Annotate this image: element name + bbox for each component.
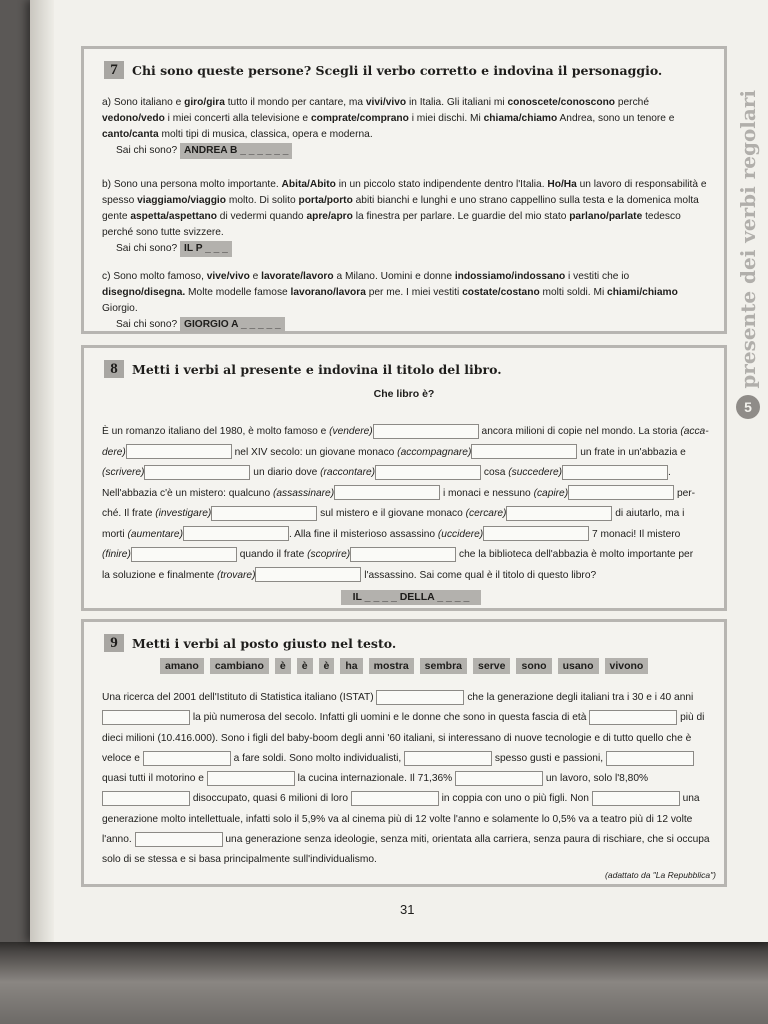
text-line <box>102 463 712 484</box>
fill-in-blank[interactable] <box>211 506 317 521</box>
exercise-8-header <box>104 360 502 378</box>
text-line <box>102 566 712 587</box>
fill-in-blank[interactable] <box>568 485 674 500</box>
text-run: ancora milioni di copie nel mondo. La storia <box>478 426 681 437</box>
exercise-title: Metti i verbi al presente e indovina il titolo del libro. <box>132 361 502 377</box>
text-run: i miei dischi. Mi <box>408 113 484 124</box>
item-text <box>102 179 706 238</box>
chapter-number-badge: 5 <box>736 395 760 419</box>
text-run: 7 monaci! Il mistero <box>589 528 681 540</box>
fill-in-blank[interactable] <box>562 465 668 480</box>
text-run: c) Sono molto famoso, <box>102 271 207 282</box>
text-run: molti soldi. Mi <box>539 287 608 298</box>
exercise-9-text <box>102 688 712 871</box>
text-run: Nell'abbazia c'è un mistero: qualcuno <box>102 487 273 499</box>
text-run: dieci milioni (10.416.000). Sono i figli del baby-boom degli anni '60 italiani, si interessano di nuove tecnologie e di tutto quello che è <box>102 732 692 744</box>
verb-choice[interactable]: comprate/comprano <box>310 113 409 124</box>
exercise-title: Chi sono queste persone? Scegli il verbo corretto e indovina il personaggio. <box>132 62 663 78</box>
fill-in-blank[interactable] <box>102 710 190 725</box>
verb-choice[interactable]: parlano/parlate <box>569 211 643 222</box>
text-run: spesso gusti e passioni, <box>492 752 606 764</box>
verb-choice[interactable]: vedono/vedo <box>102 113 165 124</box>
text-run: la finestra per parlare. Le guardie del mio stato <box>352 211 570 222</box>
exercise-8-text <box>102 422 712 586</box>
verb-choice[interactable]: lavorano/lavora <box>290 287 366 298</box>
text-run: morti <box>102 528 128 540</box>
text-run: i vestiti che io <box>565 271 630 282</box>
verb-hint: dere) <box>102 446 126 458</box>
verb-choice[interactable]: vivi/vivo <box>365 97 407 108</box>
text-line <box>102 850 712 870</box>
text-run: . Alla fine il misterioso assassino <box>288 528 438 540</box>
fill-in-blank[interactable] <box>350 547 456 562</box>
word-chip[interactable]: mostra <box>369 658 414 674</box>
word-chip[interactable]: ha <box>340 658 362 674</box>
fill-in-blank[interactable] <box>131 547 237 562</box>
exercise-number: 9 <box>104 634 124 652</box>
exercise-7-item-c <box>102 269 714 333</box>
fill-in-blank[interactable] <box>135 832 223 847</box>
text-run: quasi tutti il motorino e <box>102 773 207 785</box>
text-run: tedesco perché sono tutte svizzere. <box>102 211 681 238</box>
chapter-title: presente dei verbi regolari <box>736 90 760 389</box>
fill-in-blank[interactable] <box>483 526 589 541</box>
word-chip[interactable]: cambiano <box>210 658 269 674</box>
text-run: Una ricerca del 2001 dell'Istituto di Statistica italiano (ISTAT) <box>102 692 377 703</box>
text-run: di aiutarlo, ma i <box>612 508 685 519</box>
text-run: la soluzione e finalmente <box>102 569 217 581</box>
question-label: Sai chi sono? <box>116 319 178 330</box>
verb-hint: (scrivere) <box>102 467 145 478</box>
text-run: È un romanzo italiano del 1980, è molto famoso e <box>102 426 330 437</box>
chapter-side-tab <box>732 90 764 550</box>
text-run: di vedermi quando <box>216 211 307 222</box>
exercise-7-box <box>81 46 727 334</box>
fill-in-blank[interactable] <box>376 690 464 705</box>
answer-field[interactable]: GIORGIO A _ _ _ _ _ <box>180 317 285 333</box>
fill-in-blank[interactable] <box>144 465 250 480</box>
text-line <box>102 830 712 850</box>
text-run: veloce e <box>102 752 143 764</box>
page-number: 31 <box>400 902 415 917</box>
text-run: per me. I miei vestiti <box>365 287 463 298</box>
exercise-7-item-a <box>102 95 714 159</box>
exercise-9-box <box>81 619 727 887</box>
fill-in-blank[interactable] <box>334 485 440 500</box>
text-run: . <box>668 467 671 478</box>
source-credit: (adattato da "La Repubblica") <box>605 870 716 880</box>
text-run: in Italia. Gli italiani mi <box>406 97 508 108</box>
verb-choice[interactable]: lavorate/lavoro <box>261 271 334 282</box>
text-line <box>102 504 712 525</box>
verb-hint: (trovare) <box>216 569 256 581</box>
verb-choice[interactable]: porta/porto <box>298 195 353 206</box>
word-chip[interactable]: sembra <box>420 658 467 674</box>
text-line <box>102 443 712 464</box>
text-run: Giorgio. <box>102 303 138 314</box>
exercise-subtitle: Che libro è? <box>373 388 435 400</box>
text-run: che la biblioteca dell'abbazia è molto importante per <box>456 549 694 560</box>
question-label: Sai chi sono? <box>116 145 178 156</box>
fill-in-blank[interactable] <box>255 567 361 582</box>
verb-choice[interactable]: costate/costano <box>462 287 540 298</box>
verb-hint: (finire) <box>102 549 131 560</box>
text-run: cosa <box>481 467 509 478</box>
word-chip[interactable]: è <box>275 658 291 674</box>
fill-in-blank[interactable] <box>126 444 232 459</box>
text-run: generazione molto intellettuale, infatti solo il 5,9% va al cinema più di 12 volte l'anno e solamente lo 0,5% va a teatro più di 12 volte <box>102 813 693 825</box>
text-run: Molte modelle famose <box>185 287 291 298</box>
verb-choice[interactable]: Abita/Abito <box>281 179 336 190</box>
text-run: molti tipi di musica, classica, opera e moderna. <box>158 129 373 140</box>
text-run: nel XIV secolo: un giovane monaco <box>231 446 398 458</box>
text-line <box>102 484 712 505</box>
text-run: e <box>249 271 262 282</box>
book-title-answer[interactable]: IL _ _ _ _ DELLA _ _ _ _ <box>341 590 481 605</box>
text-line <box>102 525 712 546</box>
text-run: quando il frate <box>236 549 308 560</box>
verb-hint: (raccontare) <box>320 467 376 478</box>
text-run: tutto il mondo per cantare, ma <box>224 97 366 108</box>
text-run: a) Sono italiano e <box>102 97 185 108</box>
fill-in-blank[interactable] <box>506 506 612 521</box>
exercise-9-header <box>104 634 396 652</box>
text-run: un lavoro di responsabilità e spesso <box>102 179 707 206</box>
exercise-7-item-b <box>102 177 714 257</box>
text-run: sul mistero e il giovane monaco <box>317 508 466 519</box>
answer-field[interactable]: ANDREA B _ _ _ _ _ _ <box>180 143 292 159</box>
verb-choice[interactable]: giro/gira <box>184 97 225 108</box>
verb-hint: (aumentare) <box>127 528 183 540</box>
verb-choice[interactable]: apre/apro <box>306 211 353 222</box>
fill-in-blank[interactable] <box>375 465 481 480</box>
text-run: a Milano. Uomini e donne <box>333 271 455 282</box>
fill-in-blank[interactable] <box>207 771 295 786</box>
item-text <box>102 97 674 140</box>
text-line <box>102 769 712 789</box>
text-run: a fare soldi. Sono molto individualisti, <box>230 752 405 764</box>
question-label: Sai chi sono? <box>116 243 178 254</box>
word-chip[interactable]: è <box>319 658 335 674</box>
text-line <box>102 688 712 708</box>
fill-in-blank[interactable] <box>183 526 289 541</box>
text-run: ché. Il frate <box>102 508 156 519</box>
text-line <box>102 708 712 728</box>
verb-hint: (acca- <box>680 426 709 437</box>
verb-choice[interactable]: chiama/chiamo <box>483 113 558 124</box>
verb-hint: (vendere) <box>329 426 373 437</box>
verb-choice[interactable]: chiami/chiamo <box>607 287 678 298</box>
text-line <box>102 545 712 566</box>
word-chip[interactable]: amano <box>160 658 204 674</box>
word-chip[interactable]: è <box>297 658 313 674</box>
text-run: i miei concerti alla televisione e <box>164 113 311 124</box>
fill-in-blank[interactable] <box>471 444 577 459</box>
exercise-title: Metti i verbi al posto giusto nel testo. <box>132 635 397 651</box>
fill-in-blank[interactable] <box>373 424 479 439</box>
text-run: una generazione senza ideologie, senza miti, orientata alla carriera, senza paura di rischiare, che si occupa <box>222 834 710 846</box>
text-run: abiti bianchi e lunghi e uno strano cappellino sulla testa e la domenica molta gente <box>102 195 699 222</box>
background-surface <box>0 942 768 1024</box>
text-line <box>102 810 712 830</box>
answer-field[interactable]: IL P _ _ _ <box>180 241 232 257</box>
text-run: la più numerosa del secolo. Infatti gli uomini e le donne che sono in questa fascia di età <box>190 712 590 724</box>
text-line <box>102 422 712 443</box>
word-chip[interactable]: serve <box>473 658 510 674</box>
verb-hint: (capire) <box>533 487 569 499</box>
verb-choice[interactable]: viaggiamo/viaggio <box>137 195 226 206</box>
verb-choice[interactable]: canto/canta <box>102 129 159 140</box>
text-run: in un piccolo stato indipendente dentro l'Italia. <box>335 179 548 190</box>
text-line <box>102 729 712 749</box>
verb-choice[interactable]: Ho/Ha <box>547 179 577 190</box>
text-run: in coppia con uno o più figli. Non <box>438 793 592 805</box>
verb-hint: (scoprire) <box>307 549 351 560</box>
verb-hint: (investigare) <box>155 508 212 519</box>
exercise-8-box <box>81 345 727 611</box>
text-run: disoccupato, quasi 6 milioni di loro <box>190 793 351 805</box>
text-run: solo di se stessa e si basa principalmente sull'individualismo. <box>102 854 377 866</box>
text-run: molto. Di solito <box>226 195 299 206</box>
verb-choice[interactable]: disegno/disegna. <box>102 287 186 298</box>
text-run: un lavoro, solo l'8,80% <box>543 773 649 785</box>
verb-choice[interactable]: vive/vivo <box>206 271 250 282</box>
verb-hint: (accompagnare) <box>397 446 472 458</box>
verb-choice[interactable]: aspetta/aspettano <box>130 211 217 222</box>
text-run: più di <box>677 712 705 724</box>
text-line <box>102 749 712 769</box>
word-chip[interactable]: vivono <box>605 658 649 674</box>
text-run: un diario dove <box>250 467 321 478</box>
text-run: l'anno. <box>102 834 135 846</box>
word-chip[interactable]: usano <box>558 658 599 674</box>
text-run: i monaci e nessuno <box>440 487 534 499</box>
exercise-7-header <box>104 61 662 79</box>
fill-in-blank[interactable] <box>592 791 680 806</box>
text-run: per- <box>674 487 696 499</box>
word-bank <box>160 658 648 674</box>
text-run: una <box>679 793 700 805</box>
fill-in-blank[interactable] <box>143 751 231 766</box>
word-chip[interactable]: sono <box>516 658 551 674</box>
text-run: la cucina internazionale. Il 71,36% <box>294 773 456 785</box>
verb-hint: (assassinare) <box>272 487 335 499</box>
text-run: un frate in un'abbazia e <box>577 446 686 458</box>
verb-hint: (cercare) <box>465 508 507 519</box>
exercise-number: 7 <box>104 61 124 79</box>
page-fold-shadow <box>30 0 54 942</box>
text-run: Andrea, sono un tenore e <box>557 113 675 124</box>
exercise-number: 8 <box>104 360 124 378</box>
fill-in-blank[interactable] <box>404 751 492 766</box>
verb-choice[interactable]: conoscete/conoscono <box>507 97 616 108</box>
fill-in-blank[interactable] <box>589 710 677 725</box>
fill-in-blank[interactable] <box>351 791 439 806</box>
verb-choice[interactable]: indossiamo/indossano <box>454 271 566 282</box>
text-line <box>102 789 712 809</box>
item-text <box>102 271 678 314</box>
text-run: perché <box>615 97 649 108</box>
verb-hint: (succedere) <box>508 467 563 478</box>
fill-in-blank[interactable] <box>455 771 543 786</box>
text-run: l'assassino. Sai come qual è il titolo di questo libro? <box>361 569 597 581</box>
text-run: b) Sono una persona molto importante. <box>102 179 282 190</box>
fill-in-blank[interactable] <box>606 751 694 766</box>
verb-hint: (uccidere) <box>437 528 484 540</box>
fill-in-blank[interactable] <box>102 791 190 806</box>
text-run: che la generazione degli italiani tra i 30 e i 40 anni <box>464 692 694 703</box>
